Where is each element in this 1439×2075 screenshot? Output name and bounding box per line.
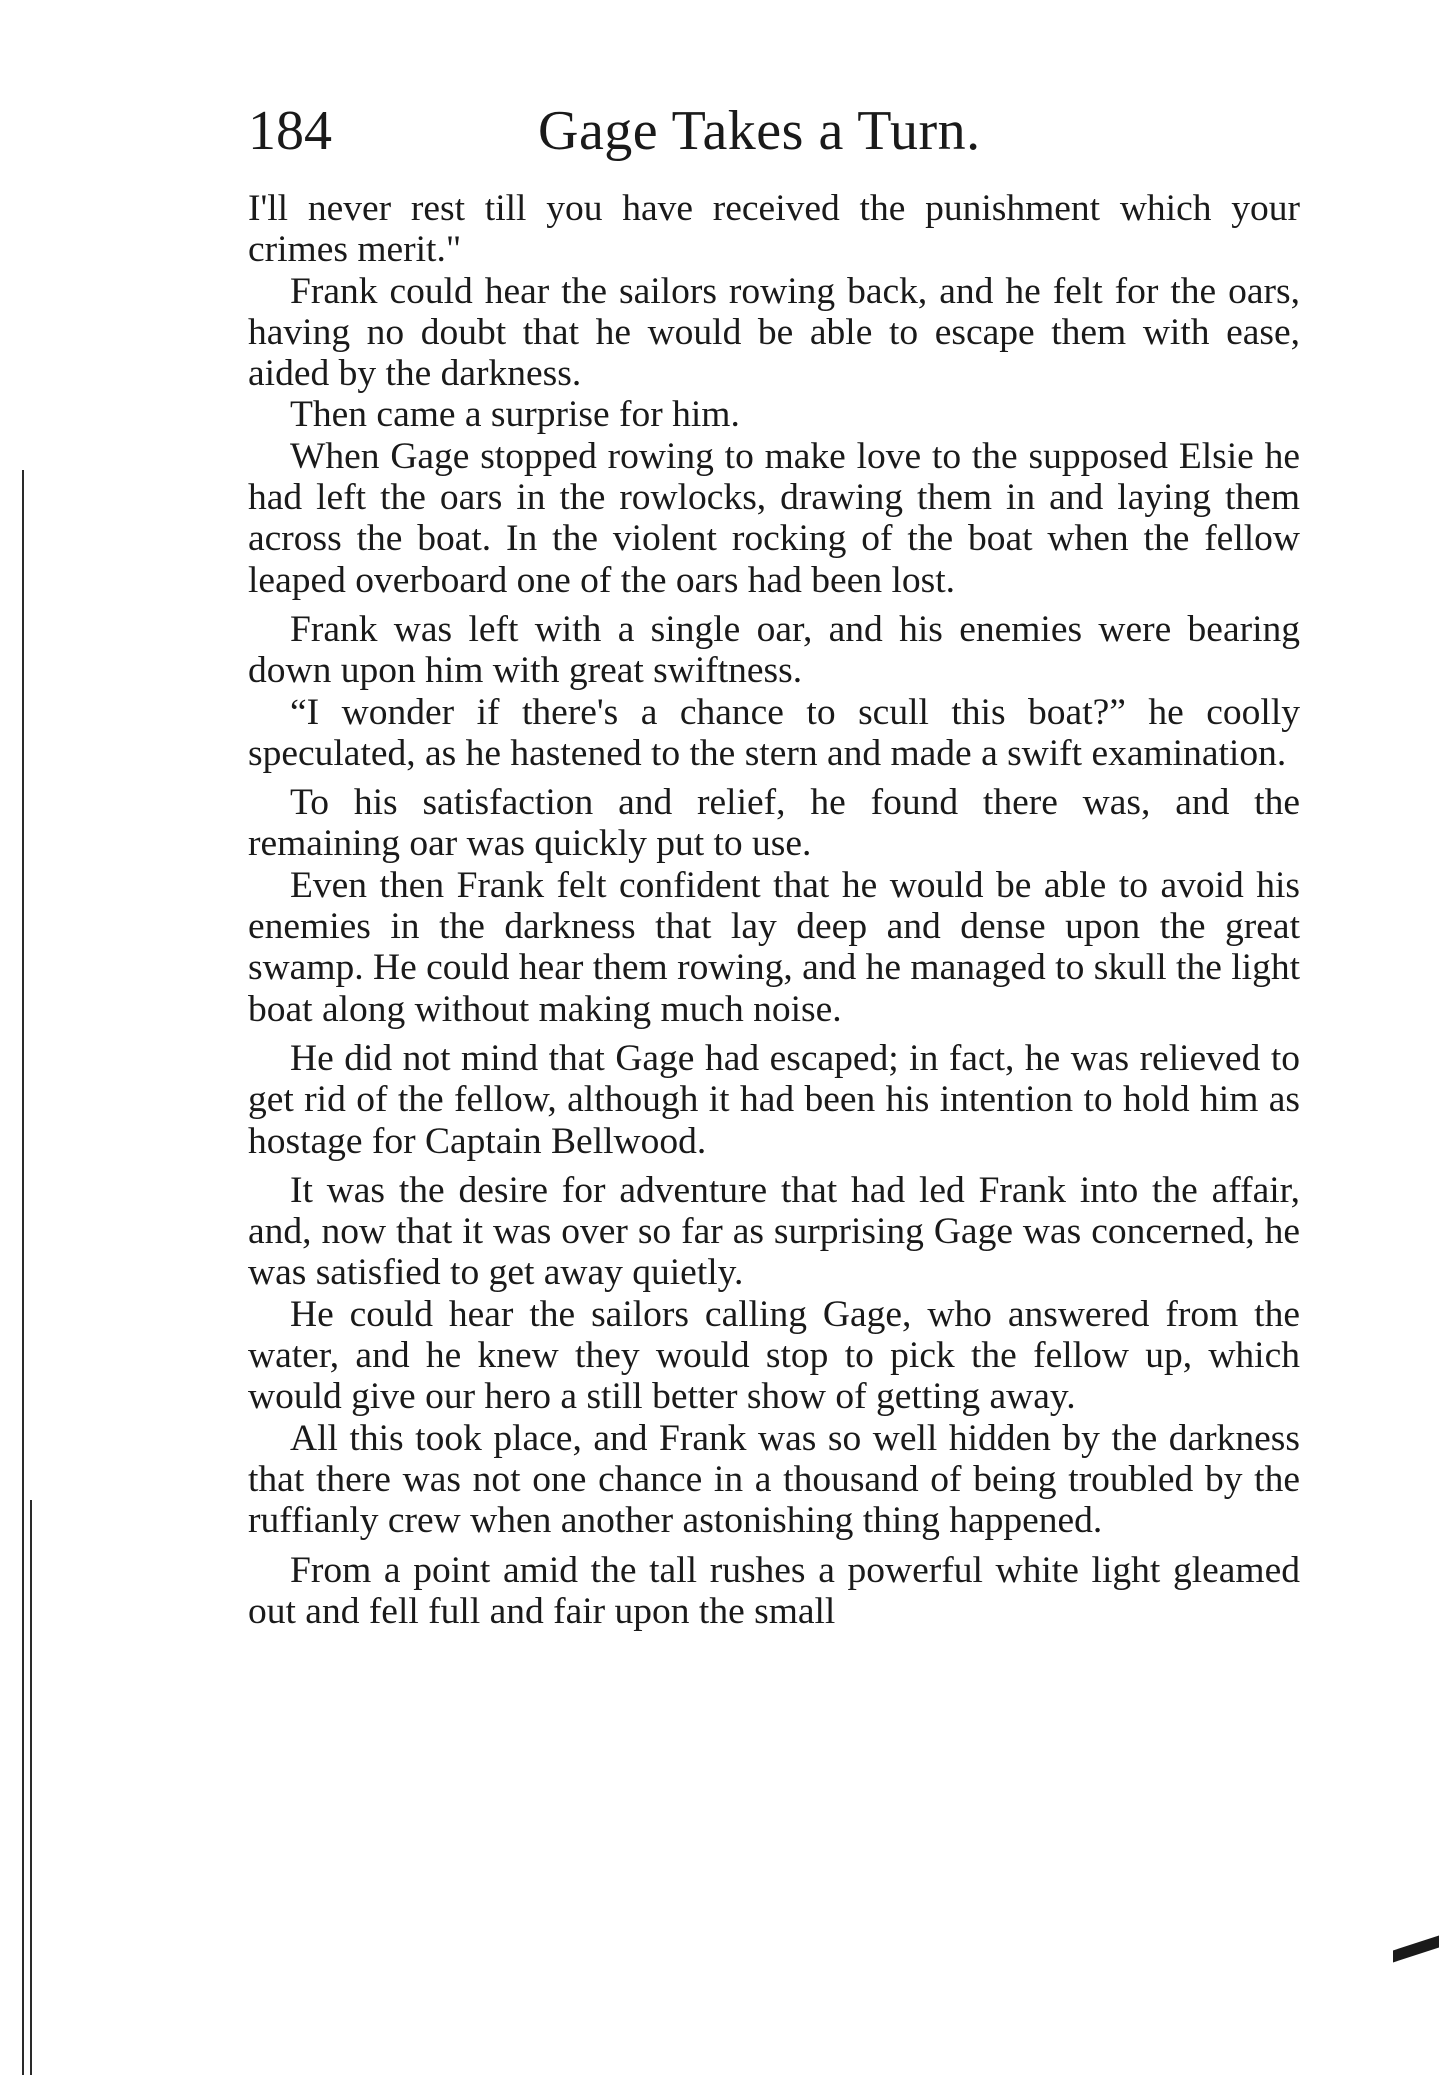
binding-edge-line bbox=[22, 470, 24, 2075]
paragraph: To his satisfaction and relief, he found there was, and the remaining oar was quickly put to use. bbox=[248, 782, 1300, 865]
paragraph: All this took place, and Frank was so well hidden by the darkness that there was not one chance in a thousand of being troubled by the ruffianly crew when another astonishing thing happened. bbox=[248, 1417, 1300, 1542]
body-text bbox=[248, 188, 1300, 1632]
paragraph: Then came a surprise for him. bbox=[290, 394, 740, 436]
paragraph: He could hear the sailors calling Gage, who answered from the water, and he knew they would stop to pick the fellow up, which would give our hero a still better show of getting away. bbox=[248, 1293, 1300, 1418]
paragraph: Frank was left with a single oar, and his enemies were bearing down upon him with great swiftness. bbox=[248, 608, 1300, 692]
paragraph: He did not mind that Gage had escaped; in fact, he was relieved to get rid of the fellow, although it had been his intention to hold him as hostage for Captain Bellwood. bbox=[248, 1037, 1300, 1162]
paragraph: I'll never rest till you have received the punishment which your crimes merit." bbox=[248, 188, 1300, 271]
page-corner-mark bbox=[1393, 1936, 1439, 1963]
binding-edge-line bbox=[30, 1500, 32, 2075]
paragraph: When Gage stopped rowing to make love to the supposed Elsie he had left the oars in the rowlocks, drawing them in and laying them across the boat. In the violent rocking of the boat when the fellow leaped overboard one of the oars had been lost. bbox=[248, 435, 1300, 601]
paragraph: It was the desire for adventure that had led Frank into the affair, and, now that it was over so far as surprising Gage was concerned, he was satisfied to get away quietly. bbox=[248, 1169, 1300, 1294]
paragraph: Even then Frank felt confident that he would be able to avoid his enemies in the darkness that lay deep and dense upon the great swamp. He could hear them rowing, and he managed to skull the light boat along without making much noise. bbox=[248, 864, 1300, 1030]
page-number: 184 bbox=[248, 100, 332, 162]
paragraph: From a point amid the tall rushes a powerful white light gleamed out and fell full and fair upon the small bbox=[248, 1549, 1300, 1632]
running-title: Gage Takes a Turn. bbox=[538, 100, 981, 162]
paragraph: “I wonder if there's a chance to scull this boat?” he coolly speculated, as he hastened to the stern and made a swift examination. bbox=[248, 691, 1300, 774]
paragraph: Frank could hear the sailors rowing back, and he felt for the oars, having no doubt that he would be able to escape them with ease, aided by the darkness. bbox=[248, 270, 1300, 395]
page-header bbox=[248, 96, 1300, 166]
